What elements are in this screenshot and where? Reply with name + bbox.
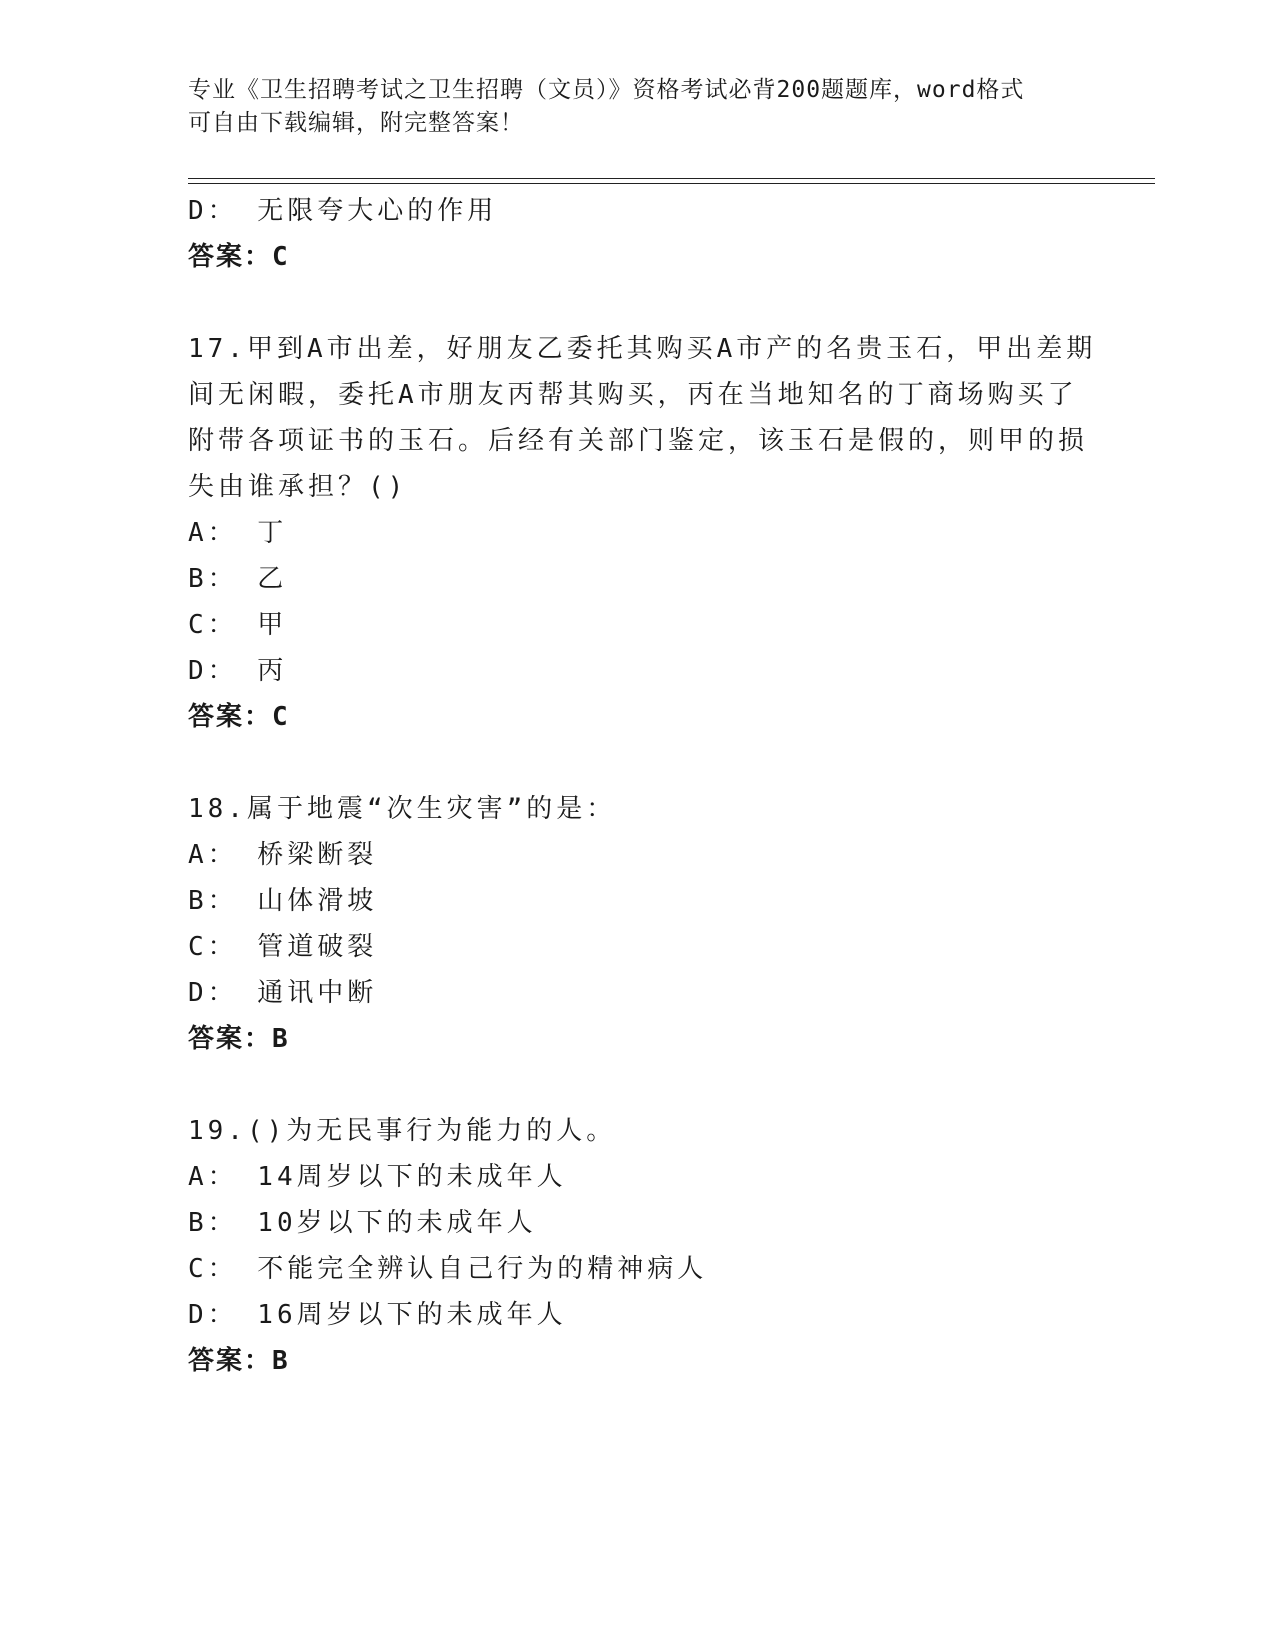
option-a: A： 14周岁以下的未成年人 bbox=[188, 1162, 567, 1192]
question-16-tail bbox=[188, 188, 1088, 280]
header-divider-top bbox=[188, 178, 1155, 179]
question-list bbox=[188, 188, 1097, 1384]
question-text-line: 17.甲到A市出差，好朋友乙委托其购买A市产的名贵玉石，甲出差期 bbox=[188, 334, 1097, 364]
option-a: A： 丁 bbox=[188, 518, 288, 548]
question-text-line: 间无闲暇，委托A市朋友丙帮其购买，丙在当地知名的丁商场购买了 bbox=[188, 380, 1078, 410]
option-a: A： 桥梁断裂 bbox=[188, 840, 378, 870]
question-18 bbox=[188, 786, 1088, 1062]
answer: 答案：C bbox=[188, 702, 290, 732]
answer: 答案：C bbox=[188, 242, 290, 272]
option-d: D： 通讯中断 bbox=[188, 978, 378, 1008]
option-c: C： 甲 bbox=[188, 610, 288, 640]
question-19 bbox=[188, 1108, 1088, 1384]
option-b: B： 10岁以下的未成年人 bbox=[188, 1208, 537, 1238]
answer: 答案：B bbox=[188, 1024, 290, 1054]
question-text-line: 附带各项证书的玉石。后经有关部门鉴定，该玉石是假的，则甲的损 bbox=[188, 426, 1089, 456]
option-b: B： 山体滑坡 bbox=[188, 886, 378, 916]
spacer bbox=[188, 1062, 1088, 1108]
question-text-line: 19.()为无民事行为能力的人。 bbox=[188, 1116, 617, 1146]
option-d: D： 16周岁以下的未成年人 bbox=[188, 1300, 567, 1330]
option-d: D： 丙 bbox=[188, 656, 288, 686]
header-line-2: 可自由下载编辑，附完整答案！ bbox=[188, 110, 524, 136]
spacer bbox=[188, 280, 1088, 326]
option-b: B： 乙 bbox=[188, 564, 288, 594]
question-17 bbox=[188, 326, 1097, 740]
option-d: D： 无限夸大心的作用 bbox=[188, 196, 498, 226]
question-text-line: 失由谁承担？() bbox=[188, 472, 408, 502]
spacer bbox=[188, 740, 1088, 786]
header-line-1: 专业《卫生招聘考试之卫生招聘（文员）》资格考试必背200题题库，word格式 bbox=[188, 77, 1025, 103]
question-text-line: 18.属于地震“次生灾害”的是： bbox=[188, 794, 617, 824]
option-c: C： 管道破裂 bbox=[188, 932, 378, 962]
answer: 答案：B bbox=[188, 1346, 290, 1376]
header-divider-bottom bbox=[188, 183, 1155, 184]
option-c: C： 不能完全辨认自己行为的精神病人 bbox=[188, 1254, 708, 1284]
page-header bbox=[188, 74, 1088, 140]
